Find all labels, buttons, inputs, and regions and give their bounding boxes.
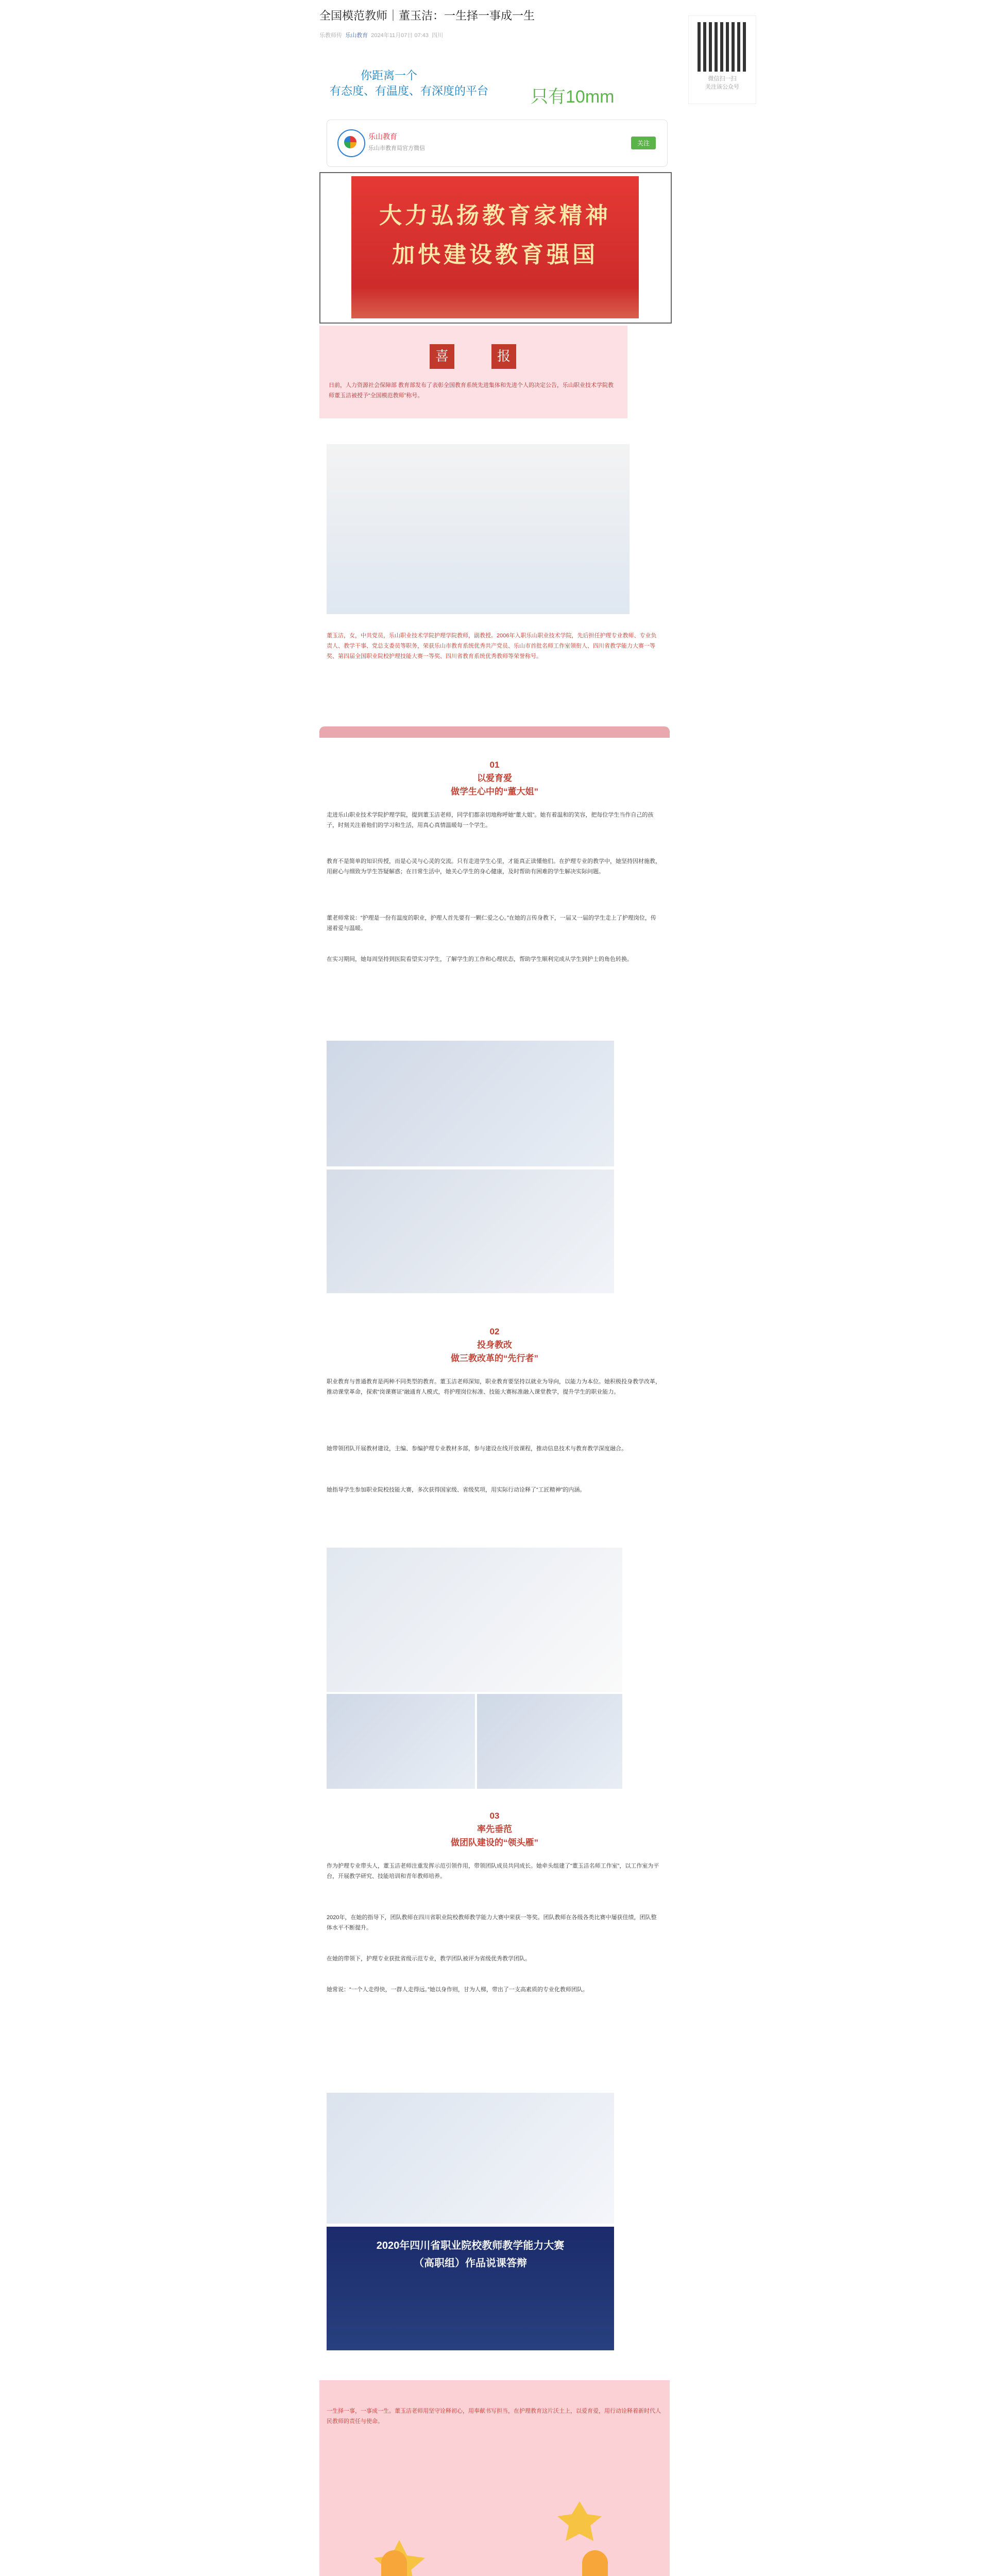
article-title: 全国模范教师｜董玉洁：一生择一事成一生 bbox=[319, 9, 535, 22]
contest-line-2: （高职组）作品说课答辩 bbox=[414, 2258, 527, 2269]
follow-name: 乐山教育 bbox=[368, 132, 397, 141]
account-logo bbox=[337, 129, 365, 157]
classroom-photo-1 bbox=[327, 1041, 614, 1166]
section-2-num: 02 bbox=[489, 1327, 500, 1336]
good-news-char-2: 报 bbox=[491, 344, 516, 369]
closing-text: 一生择一事，一事成一生。董玉洁老师用坚守诠释初心，用奉献书写担当，在护理教育这片沃土上，以爱育爱，用行动诠释着新时代人民教师的责任与使命。 bbox=[327, 2408, 661, 2425]
good-news-box bbox=[319, 326, 627, 418]
qr-code bbox=[698, 22, 747, 72]
section-2-header bbox=[319, 1325, 670, 1365]
section-1-para-4: 在实习期间，她每周坚持到医院看望实习学生，了解学生的工作和心理状态，帮助学生顺利完成从学生到护士的角色转换。 bbox=[327, 956, 633, 962]
zan-text bbox=[438, 2566, 551, 2576]
slogan-line-2: 有态度、有温度、有深度的平台 bbox=[330, 84, 489, 97]
section-3-para-4: 她常说：“一个人走得快，一群人走得远。”她以身作则，甘为人梯，带出了一支高素质的专业化教师团队。 bbox=[327, 1987, 588, 1993]
section-1-header bbox=[319, 758, 670, 799]
section-3-para-2: 2020年，在她的指导下，团队教师在四川省职业院校教师教学能力大赛中荣获一等奖。团队教师在各级各类比赛中屡获佳绩，团队整体水平不断提升。 bbox=[327, 1914, 657, 1931]
banner-line-1: 大力弘扬教育家精神 bbox=[379, 202, 611, 229]
section-1-title-1: 以爱育爱 bbox=[477, 773, 512, 783]
section-3-title-2: 做团队建设的“领头雁” bbox=[451, 1838, 538, 1848]
article-date: 2024年11月07日 07:43 bbox=[371, 32, 429, 39]
section-divider bbox=[319, 726, 670, 738]
article-location: 四川 bbox=[432, 32, 444, 39]
banner-decoration bbox=[351, 287, 639, 318]
section-2-para-2: 她带领团队开展教材建设，主编、参编护理专业教材多部，参与建设在线开放课程，推动信息技术与教育教学深度融合。 bbox=[327, 1446, 627, 1452]
section-1-num: 01 bbox=[489, 760, 500, 770]
qr-caption-2: 关注该公众号 bbox=[705, 84, 739, 90]
section-2-para-3: 她指导学生参加职业院校技能大赛，多次获得国家级、省级奖项，用实际行动诠释了“工匠精神”的内涵。 bbox=[327, 1487, 586, 1493]
article-author: 乐教师传 bbox=[319, 32, 342, 39]
qr-caption-1: 微信扫一扫 bbox=[708, 76, 737, 82]
good-news-text: 日前，人力资源社会保障部 教育部发布了表彰全国教育系统先进集体和先进个人的决定公告，乐山职业技术学院教师董玉洁被授予“全国模范教师”称号。 bbox=[329, 382, 614, 399]
section-1-para-3: 董老师常说：“护理是一份有温度的职业，护理人首先要有一颗仁爱之心。”在她的言传身教下，一届又一届的学生走上了护理岗位，传递着爱与温暖。 bbox=[327, 915, 656, 931]
section-3-title-1: 率先垂范 bbox=[477, 1824, 512, 1834]
account-link[interactable]: 乐山教育 bbox=[345, 32, 368, 39]
follow-card[interactable] bbox=[327, 120, 668, 167]
contest-photo bbox=[327, 2227, 614, 2350]
good-news-char-1: 喜 bbox=[430, 344, 454, 369]
section-3-para-1: 作为护理专业带头人，董玉洁老师注重发挥示范引领作用，带领团队成员共同成长。她牵头组建了“董玉洁名师工作室”，以工作室为平台，开展教学研究、技能培训和青年教师培养。 bbox=[327, 1863, 659, 1879]
section-2-title-1: 投身教改 bbox=[477, 1340, 512, 1350]
teacher-portrait bbox=[327, 444, 630, 614]
contest-line-1: 2020年四川省职业院校教师教学能力大赛 bbox=[376, 2240, 565, 2251]
slogan bbox=[330, 67, 618, 107]
theme-banner-image bbox=[351, 176, 639, 318]
section-3-header bbox=[319, 1809, 670, 1850]
intro-text: 董玉洁，女，中共党员，乐山职业技术学院护理学院教师，副教授。2006年入职乐山职业技术学院，先后担任护理专业教师、专业负责人、教学干事、党总支委员等职务，荣获乐山市教育系统优秀共产党员、乐山市首批名师工作室领衔人、四川省教学能力大赛一等奖、第四届全国职业院校护理技能大赛一等奖、四川省教育系统优秀教师等荣誉称号。 bbox=[327, 633, 657, 659]
team-photo bbox=[327, 2093, 614, 2224]
thumbs-up-icon bbox=[350, 2494, 639, 2576]
banner-line-2: 加快建设教育强国 bbox=[392, 242, 598, 268]
follow-desc: 乐山市教育局官方微信 bbox=[368, 145, 425, 151]
training-photo-3 bbox=[477, 1694, 622, 1789]
slogan-line-1: 你距离一个 bbox=[361, 69, 418, 82]
classroom-photo-2 bbox=[327, 1170, 614, 1293]
qr-panel bbox=[688, 15, 756, 104]
section-2-para-1: 职业教育与普通教育是两种不同类型的教育。董玉洁老师深知，职业教育要坚持以就业为导向，以能力为本位。她积极投身教学改革，推动课堂革命，探索“岗课赛证”融通育人模式，将护理岗位标准、技能大赛标准融入课堂教学，提升学生的职业能力。 bbox=[327, 1379, 661, 1395]
article-meta bbox=[319, 31, 443, 39]
zan-illustration bbox=[350, 2494, 639, 2576]
slogan-line-3: 只有10mm bbox=[531, 87, 615, 107]
training-photo-1 bbox=[327, 1548, 622, 1692]
section-3-para-3: 在她的带领下，护理专业获批省级示范专业，教学团队被评为省级优秀教学团队。 bbox=[327, 1956, 531, 1962]
section-1-para-2: 教育不是简单的知识传授，而是心灵与心灵的交流。只有走进学生心里，才能真正读懂他们。在护理专业的教学中，她坚持因材施教，用耐心与细致为学生答疑解惑；在日常生活中，她关心学生的身心健康，及时帮助有困难的学生解决实际问题。 bbox=[327, 858, 661, 875]
theme-banner bbox=[319, 172, 672, 324]
section-1-title-2: 做学生心中的“董大姐” bbox=[451, 787, 538, 796]
section-1-para-1: 走进乐山职业技术学院护理学院，提到董玉洁老师，同学们都亲切地称呼她“董大姐”。她有着温和的笑容，把每位学生当作自己的孩子，时刻关注着他们的学习和生活，用真心真情温暖每一个学生。 bbox=[327, 812, 654, 828]
section-2-title-2: 做三教改革的“先行者” bbox=[451, 1353, 538, 1363]
training-photo-2 bbox=[327, 1694, 475, 1789]
section-3-num: 03 bbox=[489, 1811, 500, 1821]
closing-box bbox=[319, 2380, 670, 2576]
follow-button[interactable]: 关注 bbox=[631, 137, 656, 149]
